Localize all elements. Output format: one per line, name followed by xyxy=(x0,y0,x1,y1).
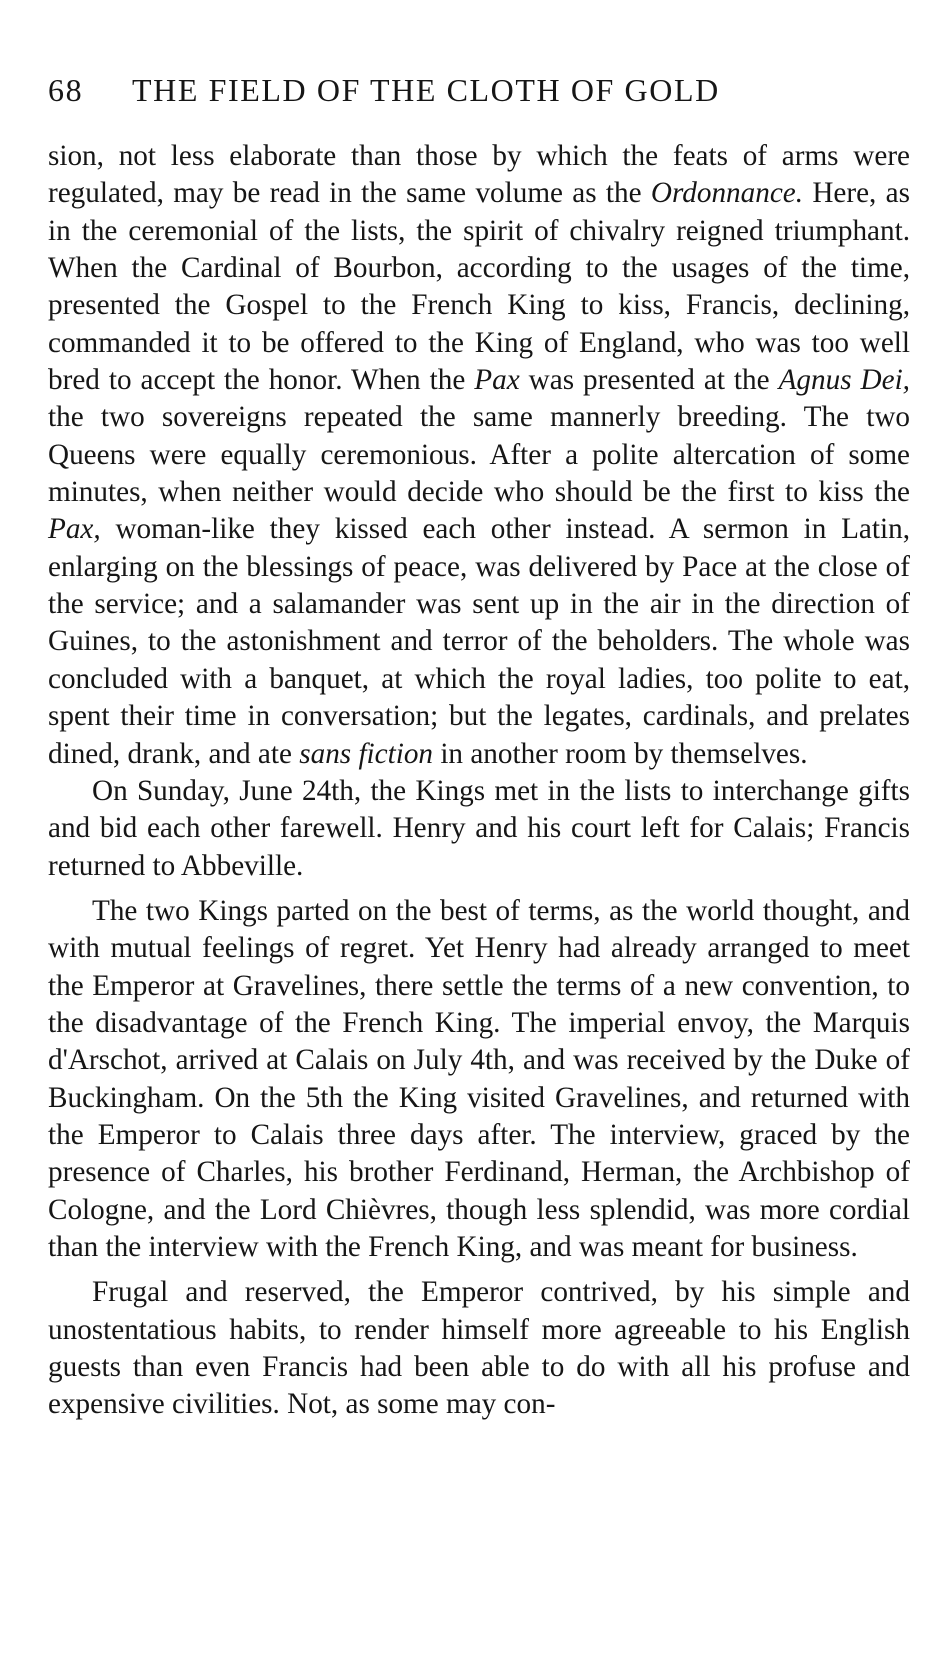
text-run: On Sunday, June 24th, the Kings met in the lists to interchange gifts and bid each other farewell. Henry and his court left for Calais; Francis returned to Abbeville. xyxy=(48,774,910,882)
paragraph-4 xyxy=(48,1274,910,1423)
paragraph-3 xyxy=(48,893,910,1266)
text-run: sion, not less elaborate than those by which the feats of arms were regulated, may be read in the same volume as the xyxy=(48,140,910,210)
text-run: woman-like they kissed each other instead. A sermon in Latin, enlarging on the blessings of peace, was delivered by Pace at the close of the service; and a salamander was sent up in the air in the direction of Guines, to the astonishment and terror of the beholders. The whole was concluded with a banquet, at which the royal ladies, too polite to eat, spent their time in conversation; but the legates, cardinals, and prelates dined, drank, and ate xyxy=(48,513,910,770)
paragraph-1 xyxy=(48,138,910,773)
page-number: 68 xyxy=(48,72,84,108)
running-title: THE FIELD OF THE CLOTH OF GOLD xyxy=(132,72,720,108)
italic-term: Pax, xyxy=(48,513,101,546)
running-head xyxy=(48,72,910,116)
paragraph-2 xyxy=(48,773,910,885)
italic-term: Ordonnance. xyxy=(650,177,804,210)
text-run: the two sovereigns repeated the same mannerly breeding. The two Queens were equally ceremonious. After a polite altercation of some minutes, when neither would decide who should be the first to kiss the xyxy=(48,401,910,509)
italic-term: sans fiction xyxy=(299,737,434,770)
text-run: was presented at the xyxy=(519,364,779,397)
text-run: in another room by themselves. xyxy=(433,737,808,770)
book-page xyxy=(48,0,910,1670)
italic-term: Agnus Dei, xyxy=(778,364,910,397)
italic-term: Pax xyxy=(474,364,520,397)
text-run: Here, as in the ceremonial of the lists, the spirit of chivalry reigned triumphant. When the Cardinal of Bourbon, according to the usages of the time, presented the Gospel to the French King to kiss, Francis, declining, commanded it to be offered to the King of England, who was too well bred to accept the honor. When the xyxy=(48,177,910,397)
text-run: The two Kings parted on the best of terms, as the world thought, and with mutual feelings of regret. Yet Henry had already arranged to meet the Emperor at Gravelines, there settle the terms of a new convention, to the disadvantage of the French King. The imperial envoy, the Marquis d'Arschot, arrived at Calais on July 4th, and was received by the Duke of Buckingham. On the 5th the King visited Gravelines, and returned with the Emperor to Calais three days after. The interview, graced by the presence of Charles, his brother Ferdinand, Herman, the Archbishop of Cologne, and the Lord Chièvres, though less splendid, was more cordial than the interview with the French King, and was meant for business. xyxy=(48,894,910,1263)
text-run: Frugal and reserved, the Emperor contrived, by his simple and unostentatious habits, to render himself more agreeable to his English guests than even Francis had been able to do with all his profuse and expensive civilities. Not, as some may con- xyxy=(48,1276,910,1421)
body-text xyxy=(48,138,910,1424)
